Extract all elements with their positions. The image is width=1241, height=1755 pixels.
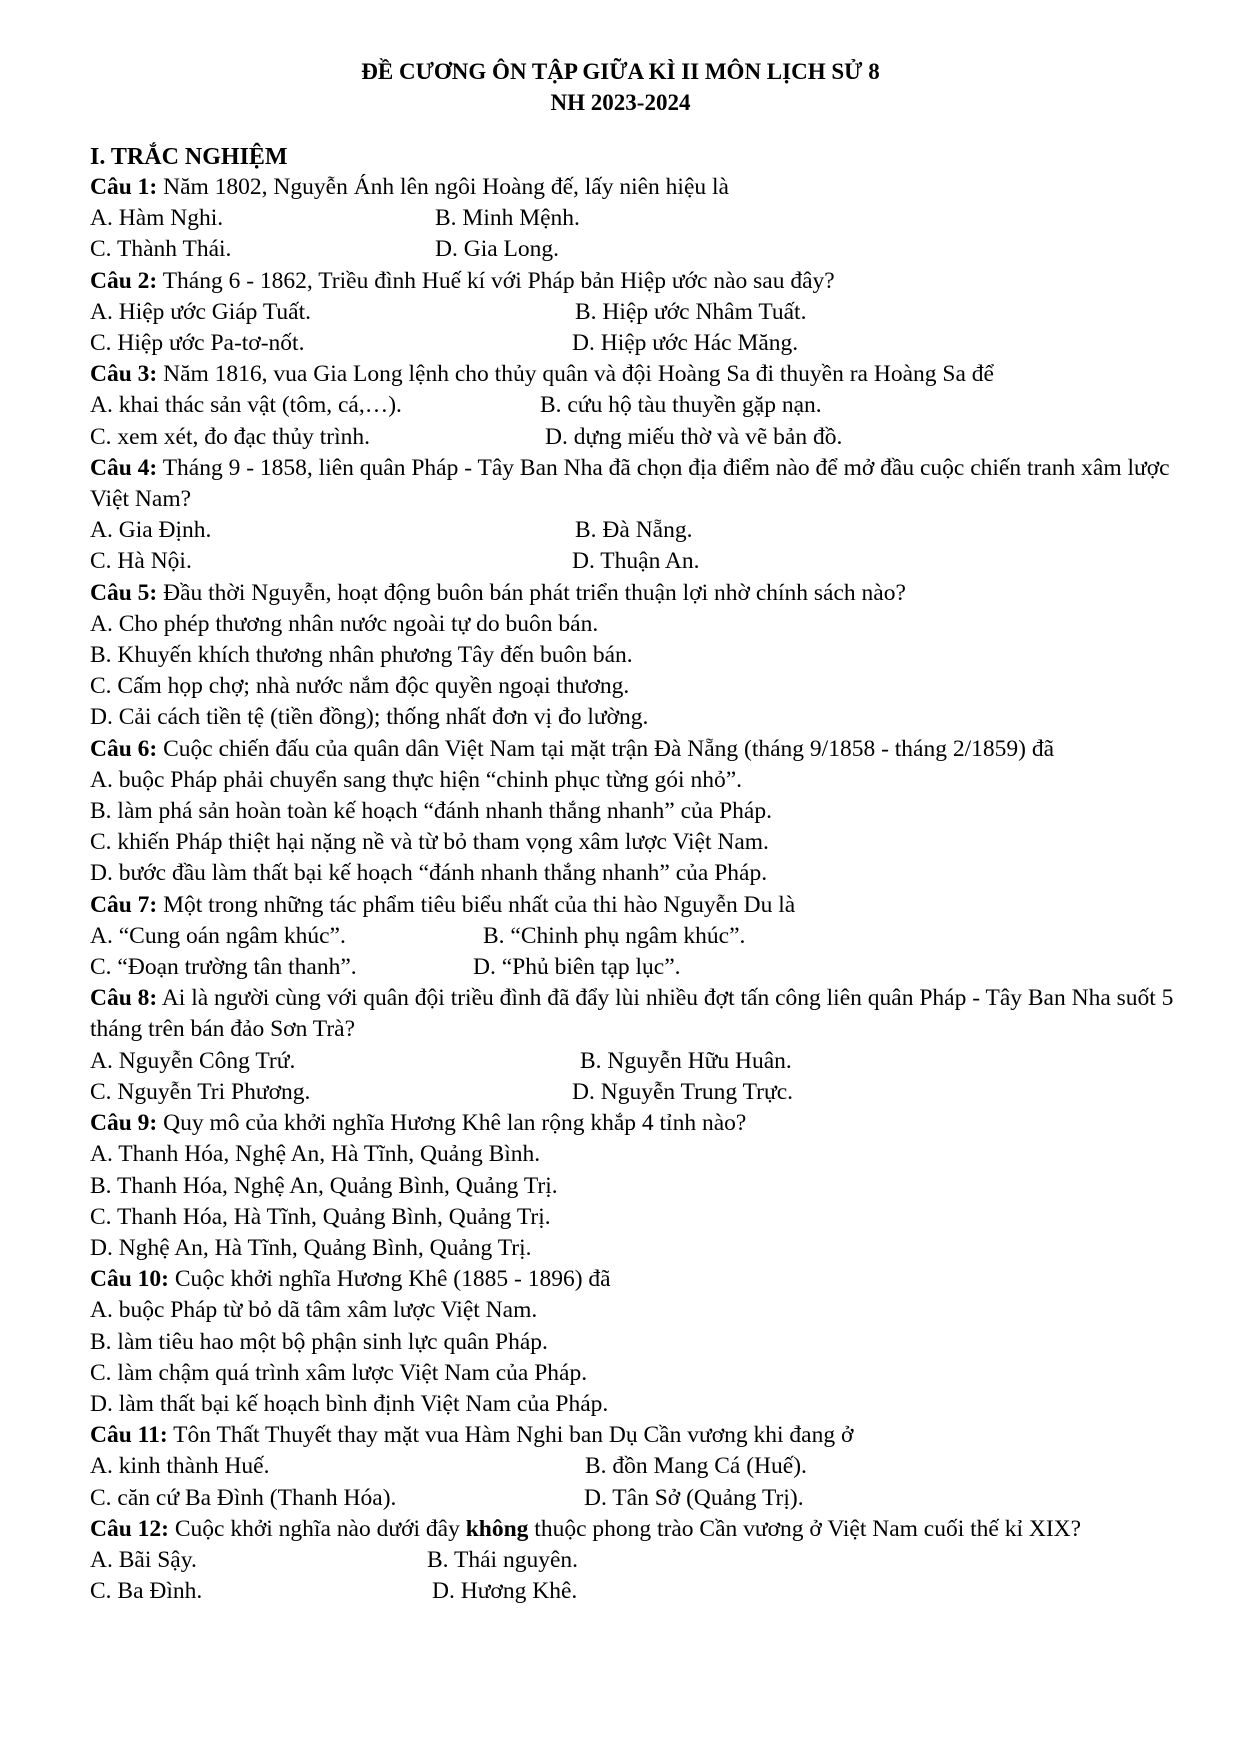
option-d: D. Hương Khê. bbox=[432, 1578, 578, 1605]
option-d: D. Thuận An. bbox=[572, 548, 700, 575]
question-5 bbox=[90, 578, 1181, 609]
option-a: A. “Cung oán ngâm khúc”. bbox=[90, 922, 346, 949]
option-b: B. Đà Nẵng. bbox=[575, 517, 693, 544]
question-text: Cuộc khởi nghĩa Hương Khê (1885 - 1896) đã bbox=[169, 1266, 611, 1293]
option-d: D. “Phủ biên tạp lục”. bbox=[473, 954, 681, 981]
option-b: B. làm phá sản hoàn toàn kế hoạch “đánh nhanh thắng nhanh” của Pháp. bbox=[90, 798, 772, 825]
option-c: C. Nguyễn Tri Phương. bbox=[90, 1078, 311, 1105]
option-a: A. khai thác sản vật (tôm, cá,…). bbox=[90, 392, 402, 419]
options-row bbox=[90, 1576, 1181, 1607]
option-d: D. Tân Sở (Quảng Trị). bbox=[584, 1484, 804, 1511]
question-label: Câu 4: bbox=[90, 454, 158, 481]
question-6 bbox=[90, 734, 1181, 765]
question-text: Quy mô của khởi nghĩa Hương Khê lan rộng khắp 4 tỉnh nào? bbox=[157, 1110, 747, 1137]
option-c: C. Thành Thái. bbox=[90, 236, 232, 263]
option-d: D. Nghệ An, Hà Tĩnh, Quảng Bình, Quảng Trị. bbox=[90, 1234, 532, 1261]
options-row bbox=[90, 1483, 1181, 1514]
question-text: Tháng 6 - 1862, Triều đình Huế kí với Pháp bản Hiệp ước nào sau đây? bbox=[157, 267, 835, 294]
option-a: A. Bãi Sậy. bbox=[90, 1546, 197, 1573]
options-row bbox=[90, 297, 1181, 328]
option-c: C. “Đoạn trường tân thanh”. bbox=[90, 954, 357, 981]
option-c: C. Ba Đình. bbox=[90, 1578, 203, 1605]
question-label: Câu 8: bbox=[90, 985, 158, 1012]
document-title bbox=[30, 56, 1211, 118]
question-label: Câu 1: bbox=[90, 174, 158, 200]
options-row bbox=[90, 921, 1181, 952]
question-1 bbox=[90, 172, 1181, 203]
option-c: C. Cấm họp chợ; nhà nước nắm độc quyền ngoại thương. bbox=[90, 673, 630, 700]
question-2 bbox=[90, 266, 1181, 297]
option-a: A. Thanh Hóa, Nghệ An, Hà Tĩnh, Quảng Bình. bbox=[90, 1141, 541, 1168]
option-d: D. Cải cách tiền tệ (tiền đồng); thống nhất đơn vị đo lường. bbox=[90, 704, 649, 731]
question-text: thuộc phong trào Cần vương ở Việt Nam cuối thế kỉ XIX? bbox=[528, 1515, 1082, 1542]
question-label: Câu 10: bbox=[90, 1266, 169, 1293]
option-a: A. Hàm Nghi. bbox=[90, 205, 224, 232]
question-12 bbox=[90, 1514, 1181, 1545]
option-b: B. cứu hộ tàu thuyền gặp nạn. bbox=[540, 392, 822, 419]
question-label: Câu 6: bbox=[90, 735, 158, 762]
option-b: B. Minh Mệnh. bbox=[435, 205, 580, 232]
options-row bbox=[90, 1545, 1181, 1576]
question-text: Năm 1816, vua Gia Long lệnh cho thủy quân và đội Hoàng Sa đi thuyền ra Hoàng Sa để bbox=[157, 361, 994, 388]
options-row bbox=[90, 952, 1181, 983]
question-label: Câu 5: bbox=[90, 579, 158, 606]
option-a: A. kinh thành Huế. bbox=[90, 1453, 270, 1480]
option-d: D. Nguyễn Trung Trực. bbox=[572, 1078, 794, 1105]
option-d: D. Gia Long. bbox=[435, 236, 560, 263]
option-b: B. Khuyến khích thương nhân phương Tây đến buôn bán. bbox=[90, 642, 633, 669]
options-row bbox=[90, 328, 1181, 359]
option-a: A. Gia Định. bbox=[90, 517, 212, 544]
option-b: B. Hiệp ước Nhâm Tuất. bbox=[575, 298, 807, 325]
question-text: Cuộc khởi nghĩa nào dưới đây bbox=[169, 1515, 466, 1542]
question-9 bbox=[90, 1108, 1181, 1139]
option-b: B. Thái nguyên. bbox=[427, 1546, 578, 1573]
question-emphasis: không bbox=[465, 1515, 529, 1542]
question-label: Câu 9: bbox=[90, 1110, 158, 1137]
question-label: Câu 7: bbox=[90, 891, 158, 918]
options-row bbox=[90, 1451, 1181, 1482]
option-d: D. bước đầu làm thất bại kế hoạch “đánh nhanh thắng nhanh” của Pháp. bbox=[90, 860, 768, 887]
question-text: Tôn Thất Thuyết thay mặt vua Hàm Nghi ban Dụ Cần vương khi đang ở bbox=[167, 1422, 854, 1449]
option-c: C. khiến Pháp thiệt hại nặng nề và từ bỏ tham vọng xâm lược Việt Nam. bbox=[90, 829, 769, 856]
option-c: C. Hà Nội. bbox=[90, 548, 192, 575]
options-row bbox=[90, 203, 1181, 234]
question-label: Câu 3: bbox=[90, 361, 158, 388]
question-8 bbox=[90, 983, 1181, 1045]
option-a: A. Nguyễn Công Trứ. bbox=[90, 1047, 296, 1074]
option-c: C. Hiệp ước Pa-tơ-nốt. bbox=[90, 330, 305, 357]
option-c: C. căn cứ Ba Đình (Thanh Hóa). bbox=[90, 1484, 397, 1511]
options-row bbox=[90, 515, 1181, 546]
section-heading: I. TRẮC NGHIỆM bbox=[90, 144, 288, 170]
question-11 bbox=[90, 1420, 1181, 1451]
option-c: C. làm chậm quá trình xâm lược Việt Nam của Pháp. bbox=[90, 1359, 588, 1386]
question-3 bbox=[90, 359, 1181, 390]
options-row bbox=[90, 546, 1181, 577]
question-4 bbox=[90, 453, 1181, 515]
option-b: B. đồn Mang Cá (Huế). bbox=[585, 1453, 807, 1480]
option-b: B. Nguyễn Hữu Huân. bbox=[580, 1047, 792, 1074]
question-label: Câu 2: bbox=[90, 267, 158, 294]
options-row bbox=[90, 1046, 1181, 1077]
title-line-2: NH 2023-2024 bbox=[550, 90, 691, 115]
option-d: D. Hiệp ước Hác Măng. bbox=[572, 330, 799, 357]
question-text: Tháng 9 - 1858, liên quân Pháp - Tây Ban Nha đã chọn địa điểm nào để mở đầu cuộc chiến tranh xâm lược Việt Nam? bbox=[90, 454, 1170, 513]
option-d: D. làm thất bại kế hoạch bình định Việt Nam của Pháp. bbox=[90, 1390, 609, 1417]
option-a: A. Hiệp ước Giáp Tuất. bbox=[90, 298, 311, 325]
question-text: Một trong những tác phẩm tiêu biểu nhất của thi hào Nguyễn Du là bbox=[157, 891, 796, 918]
option-a: A. buộc Pháp phải chuyển sang thực hiện “chinh phục từng gói nhỏ”. bbox=[90, 766, 742, 793]
question-text: Năm 1802, Nguyễn Ánh lên ngôi Hoàng đế, lấy niên hiệu là bbox=[157, 174, 729, 200]
option-b: B. “Chinh phụ ngâm khúc”. bbox=[483, 922, 746, 949]
question-10 bbox=[90, 1264, 1181, 1295]
option-c: C. xem xét, đo đạc thủy trình. bbox=[90, 423, 370, 450]
question-text: Đầu thời Nguyễn, hoạt động buôn bán phát triển thuận lợi nhờ chính sách nào? bbox=[157, 579, 906, 606]
question-7 bbox=[90, 890, 1181, 921]
option-a: A. Cho phép thương nhân nước ngoài tự do buôn bán. bbox=[90, 610, 599, 637]
option-a: A. buộc Pháp từ bỏ dã tâm xâm lược Việt Nam. bbox=[90, 1297, 538, 1324]
question-label: Câu 11: bbox=[90, 1422, 168, 1449]
question-text: Cuộc chiến đấu của quân dân Việt Nam tại mặt trận Đà Nẵng (tháng 9/1858 - tháng 2/1859) đã bbox=[157, 735, 1055, 762]
options-row bbox=[90, 1077, 1181, 1108]
option-b: B. Thanh Hóa, Nghệ An, Quảng Bình, Quảng Trị. bbox=[90, 1172, 558, 1199]
option-d: D. dựng miếu thờ và vẽ bản đồ. bbox=[545, 423, 843, 450]
question-label: Câu 12: bbox=[90, 1515, 169, 1542]
option-c: C. Thanh Hóa, Hà Tĩnh, Quảng Bình, Quảng Trị. bbox=[90, 1203, 551, 1230]
options-row bbox=[90, 234, 1181, 265]
title-line-1: ĐỀ CƯƠNG ÔN TẬP GIỮA KÌ II MÔN LỊCH SỬ 8 bbox=[361, 59, 880, 84]
option-b: B. làm tiêu hao một bộ phận sinh lực quân Pháp. bbox=[90, 1328, 548, 1355]
options-row bbox=[90, 390, 1181, 421]
question-text: Ai là người cùng với quân đội triều đình đã đẩy lùi nhiều đợt tấn công liên quân Pháp - Tây Ban Nha suốt 5 tháng trên bán đảo Sơn Trà? bbox=[90, 985, 1174, 1043]
options-row bbox=[90, 422, 1181, 453]
